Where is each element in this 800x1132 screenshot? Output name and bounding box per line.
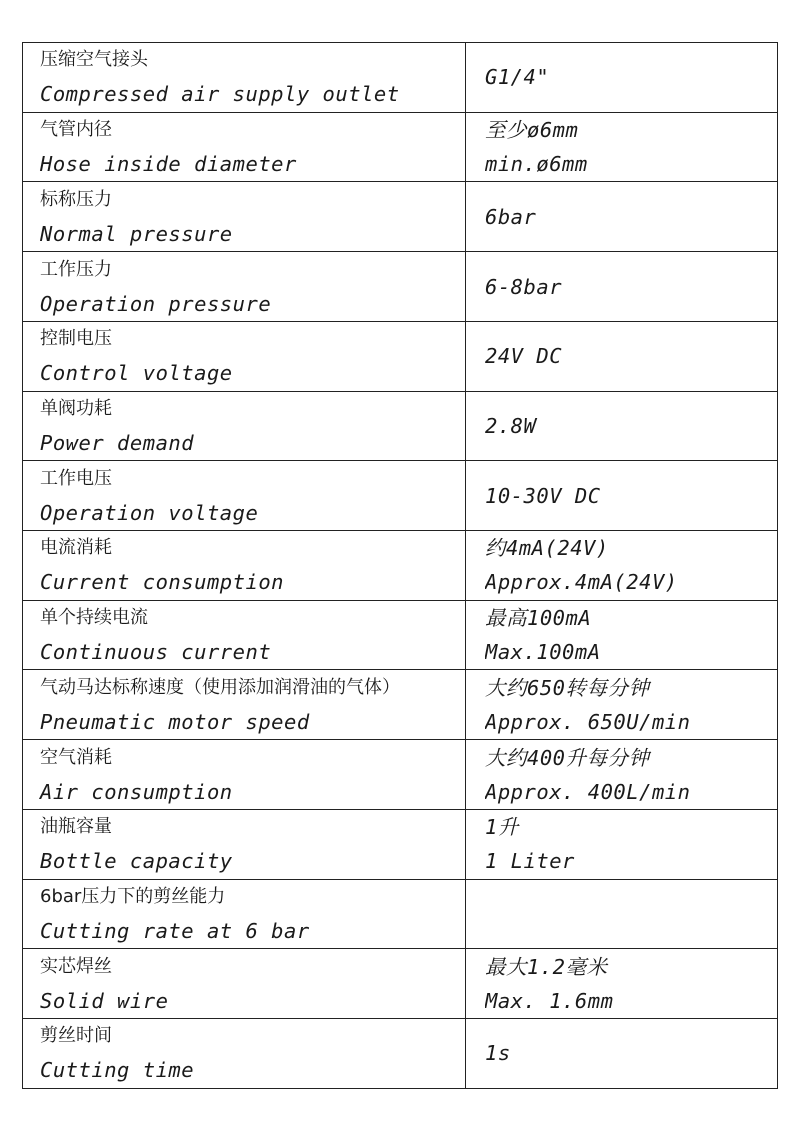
spec-value: Approx. 400L/min [485, 779, 691, 804]
spec-value: 大约650转每分钟 [485, 675, 650, 700]
spec-label-chinese: 工作电压 [40, 467, 112, 489]
spec-label-chinese: 空气消耗 [40, 746, 112, 768]
spec-label-english: Operation voltage [40, 500, 259, 525]
spec-row [23, 600, 778, 670]
spec-row [23, 321, 778, 391]
spec-value-cell [466, 670, 778, 740]
spec-table-body [23, 43, 778, 1089]
spec-row [23, 252, 778, 322]
spec-label-cell [23, 43, 466, 113]
spec-label-english: Solid wire [40, 988, 169, 1013]
spec-value: 最高100mA [485, 606, 592, 631]
spec-label-chinese: 实芯焊丝 [40, 955, 112, 977]
spec-label-cell [23, 182, 466, 252]
spec-row [23, 949, 778, 1019]
spec-label-cell [23, 252, 466, 322]
spec-value: 1 Liter [485, 849, 575, 874]
spec-label-english: Cutting rate at 6 bar [40, 918, 310, 943]
spec-label-cell [23, 809, 466, 879]
spec-value-cell [466, 461, 778, 531]
spec-value: Approx.4mA(24V) [485, 570, 678, 595]
spec-label-chinese: 单阀功耗 [40, 397, 112, 419]
spec-value: Max.100mA [485, 640, 601, 665]
spec-value-cell [466, 252, 778, 322]
spec-label-english: Air consumption [40, 779, 233, 804]
spec-label-chinese: 单个持续电流 [40, 607, 148, 629]
spec-value-cell [466, 740, 778, 810]
spec-label-english: Pneumatic motor speed [40, 709, 310, 734]
spec-value: 最大1.2毫米 [485, 954, 608, 979]
spec-label-chinese: 气动马达标称速度（使用添加润滑油的气体） [40, 676, 400, 698]
spec-label-cell [23, 600, 466, 670]
spec-value-cell [466, 531, 778, 601]
spec-row [23, 531, 778, 601]
spec-row [23, 670, 778, 740]
spec-label-english: Bottle capacity [40, 849, 233, 874]
spec-label-english: Current consumption [40, 570, 284, 595]
spec-table [22, 42, 778, 1089]
spec-row [23, 1019, 778, 1089]
spec-value: 1s [485, 1041, 511, 1066]
spec-row [23, 391, 778, 461]
spec-value-cell [466, 879, 778, 949]
spec-row [23, 182, 778, 252]
spec-value-cell [466, 43, 778, 113]
spec-value: 6-8bar [485, 274, 563, 299]
spec-label-chinese: 剪丝时间 [40, 1025, 112, 1047]
spec-value-cell [466, 1019, 778, 1089]
spec-label-cell [23, 670, 466, 740]
spec-label-chinese: 控制电压 [40, 328, 112, 350]
spec-label-cell [23, 391, 466, 461]
spec-value: Max. 1.6mm [485, 988, 614, 1013]
spec-value: 1升 [485, 815, 519, 840]
spec-label-english: Hose inside diameter [40, 152, 297, 177]
spec-label-cell [23, 112, 466, 182]
spec-label-cell [23, 740, 466, 810]
spec-row [23, 43, 778, 113]
spec-label-cell [23, 531, 466, 601]
spec-label-chinese: 压缩空气接头 [40, 49, 148, 71]
spec-row [23, 112, 778, 182]
spec-value: 约4mA(24V) [485, 536, 609, 561]
spec-label-english: Operation pressure [40, 291, 272, 316]
spec-value: 2.8W [485, 413, 537, 438]
spec-label-chinese: 电流消耗 [40, 537, 112, 559]
spec-value-cell [466, 182, 778, 252]
spec-label-english: Control voltage [40, 361, 233, 386]
spec-value: 至少ø6mm [485, 118, 579, 143]
spec-label-chinese: 标称压力 [40, 188, 112, 210]
spec-value: min.ø6mm [485, 152, 588, 177]
spec-label-chinese: 油瓶容量 [40, 816, 112, 838]
spec-label-english: Normal pressure [40, 221, 233, 246]
spec-row [23, 879, 778, 949]
spec-label-english: Power demand [40, 430, 195, 455]
spec-label-english: Compressed air supply outlet [40, 82, 400, 107]
spec-label-chinese: 工作压力 [40, 258, 112, 280]
spec-label-cell [23, 879, 466, 949]
spec-value: Approx. 650U/min [485, 709, 691, 734]
spec-value-cell [466, 112, 778, 182]
spec-label-cell [23, 949, 466, 1019]
spec-value: 6bar [485, 204, 537, 229]
spec-row [23, 461, 778, 531]
spec-value: G1/4" [485, 65, 550, 90]
spec-label-cell [23, 321, 466, 391]
spec-label-english: Continuous current [40, 640, 272, 665]
spec-row [23, 809, 778, 879]
spec-label-cell [23, 461, 466, 531]
spec-value-cell [466, 321, 778, 391]
spec-label-chinese: 6bar压力下的剪丝能力 [40, 885, 226, 907]
spec-value-cell [466, 391, 778, 461]
spec-value: 24V DC [485, 344, 563, 369]
spec-value-cell [466, 949, 778, 1019]
spec-label-chinese: 气管内径 [40, 119, 112, 141]
spec-label-cell [23, 1019, 466, 1089]
spec-value: 大约400升每分钟 [485, 745, 650, 770]
spec-value-cell [466, 600, 778, 670]
spec-row [23, 740, 778, 810]
spec-value: 10-30V DC [485, 483, 601, 508]
spec-value-cell [466, 809, 778, 879]
spec-label-english: Cutting time [40, 1058, 195, 1083]
